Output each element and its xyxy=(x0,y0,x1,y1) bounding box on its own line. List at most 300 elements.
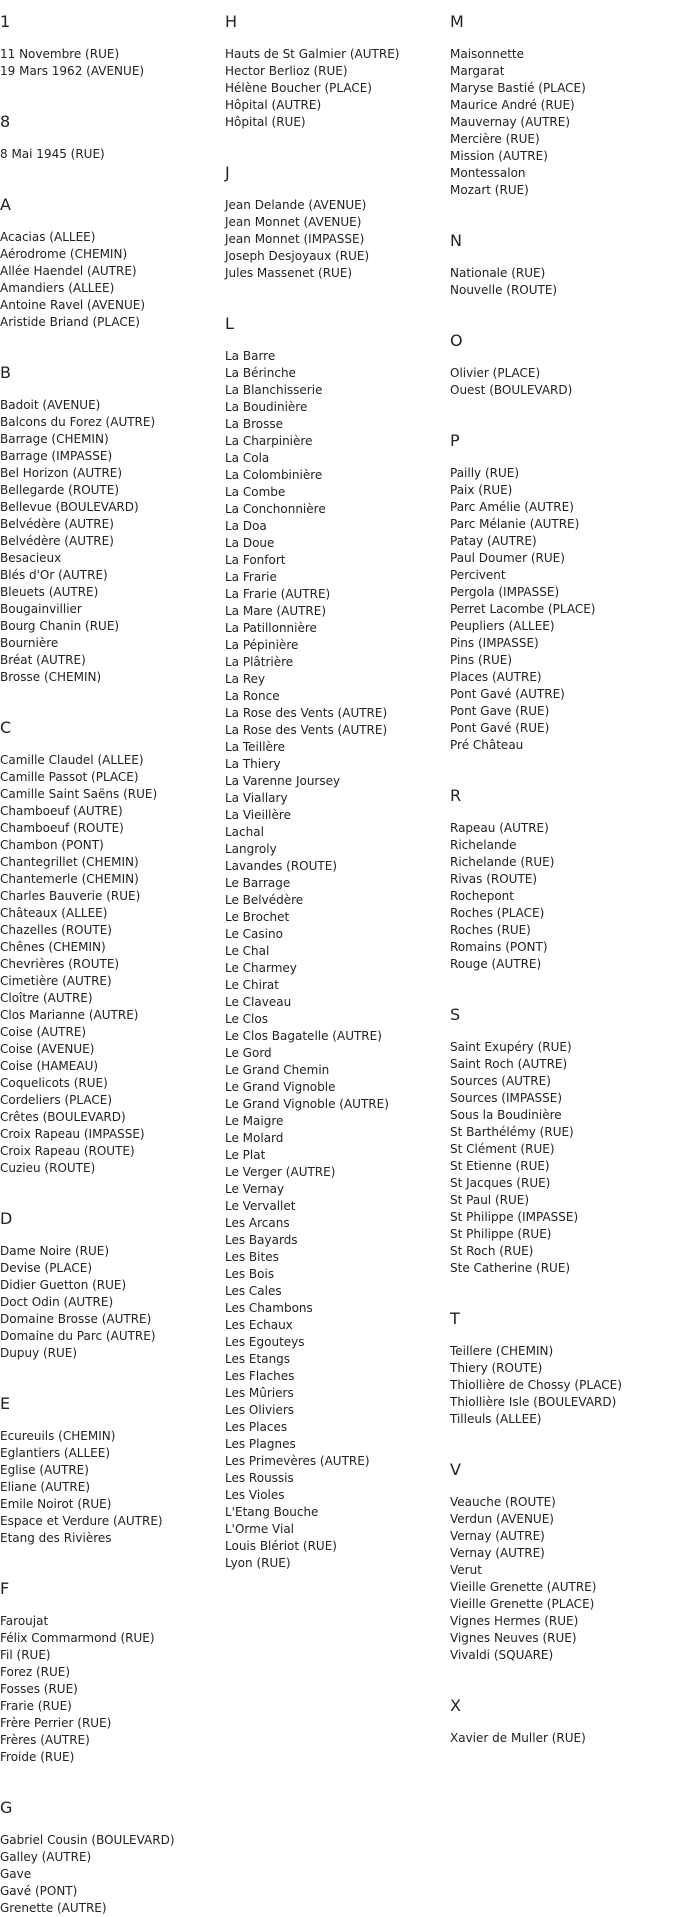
street-item: Balcons du Forez (AUTRE) xyxy=(0,415,156,429)
street-item: Camille Passot (PLACE) xyxy=(0,770,139,784)
section-spacer xyxy=(0,163,220,185)
street-item: Le Belvédère xyxy=(225,893,304,907)
street-item: Vieille Grenette (AUTRE) xyxy=(450,1580,597,1594)
street-item: St Clément (RUE) xyxy=(450,1142,555,1156)
section-spacer xyxy=(450,1277,670,1299)
street-item: Maisonnette xyxy=(450,47,525,61)
street-item: Les Plagnes xyxy=(225,1437,296,1451)
section-spacer xyxy=(0,331,220,353)
street-item: Clos Marianne (AUTRE) xyxy=(0,1008,139,1022)
section-letter-heading: 8 xyxy=(0,112,11,131)
street-item: Le Clos Bagatelle (AUTRE) xyxy=(225,1029,382,1043)
street-item: Gave xyxy=(0,1867,32,1881)
street-item: Les Etangs xyxy=(225,1352,291,1366)
street-item: Pont Gave (RUE) xyxy=(450,704,550,718)
street-item: Pins (IMPASSE) xyxy=(450,636,539,650)
street-item: Rapeau (AUTRE) xyxy=(450,821,549,835)
street-item: Le Grand Vignoble xyxy=(225,1080,336,1094)
street-item: Cloître (AUTRE) xyxy=(0,991,93,1005)
street-item: Chambon (PONT) xyxy=(0,838,104,852)
street-item: Chazelles (ROUTE) xyxy=(0,923,112,937)
street-item: Cimetière (AUTRE) xyxy=(0,974,112,988)
street-item: Devise (PLACE) xyxy=(0,1261,93,1275)
section-letter-heading: C xyxy=(0,718,12,737)
street-item: Xavier de Muller (RUE) xyxy=(450,1731,586,1745)
street-item: 11 Novembre (RUE) xyxy=(0,47,120,61)
section-letter-heading: G xyxy=(0,1798,13,1817)
street-item: Le Maigre xyxy=(225,1114,284,1128)
street-item: Dupuy (RUE) xyxy=(0,1346,78,1360)
street-column-3 xyxy=(450,0,670,1747)
street-list xyxy=(0,146,220,163)
street-item: La Frarie (AUTRE) xyxy=(225,587,331,601)
street-item: Acacias (ALLEE) xyxy=(0,230,96,244)
street-item: Hélène Boucher (PLACE) xyxy=(225,81,372,95)
section-letter-heading: T xyxy=(450,1309,460,1328)
street-item: Bournière xyxy=(0,636,59,650)
street-item: Langroly xyxy=(225,842,277,856)
street-item: Brosse (CHEMIN) xyxy=(0,670,102,684)
street-item: St Paul (RUE) xyxy=(450,1193,530,1207)
street-list xyxy=(0,1243,220,1362)
street-item: Vernay (AUTRE) xyxy=(450,1546,545,1560)
street-item: Les Arcans xyxy=(225,1216,290,1230)
street-item: Chamboeuf (ROUTE) xyxy=(0,821,124,835)
street-item: La Charpinière xyxy=(225,434,313,448)
letter-section xyxy=(0,1394,220,1569)
street-item: Les Flaches xyxy=(225,1369,295,1383)
street-item: Vivaldi (SQUARE) xyxy=(450,1648,554,1662)
section-letter-heading: R xyxy=(450,786,462,805)
street-item: Romains (PONT) xyxy=(450,940,548,954)
street-list xyxy=(0,752,220,1177)
street-item: Le Chirat xyxy=(225,978,279,992)
street-list xyxy=(450,1343,670,1428)
street-item: La Boudinière xyxy=(225,400,308,414)
section-letter-heading: L xyxy=(225,314,234,333)
street-item: Eglantiers (ALLEE) xyxy=(0,1446,111,1460)
street-item: Le Brochet xyxy=(225,910,290,924)
letter-section xyxy=(225,314,445,1572)
street-item: Grenette (AUTRE) xyxy=(0,1901,107,1915)
street-item: Les Violes xyxy=(225,1488,285,1502)
street-item: Vignes Neuves (RUE) xyxy=(450,1631,577,1645)
street-item: Domaine du Parc (AUTRE) xyxy=(0,1329,156,1343)
section-letter-heading: X xyxy=(450,1696,461,1715)
street-item: La Pépinière xyxy=(225,638,299,652)
section-spacer xyxy=(450,1428,670,1450)
street-item: Bougainvillier xyxy=(0,602,82,616)
street-list xyxy=(450,365,670,399)
street-list xyxy=(0,1613,220,1766)
section-letter-heading: B xyxy=(0,363,11,382)
street-item: Chantemerle (CHEMIN) xyxy=(0,872,139,886)
street-item: Les Roussis xyxy=(225,1471,294,1485)
letter-section xyxy=(450,786,670,995)
street-item: Jean Monnet (AVENUE) xyxy=(225,215,362,229)
street-item: La Thiery xyxy=(225,757,281,771)
street-item: Les Chambons xyxy=(225,1301,313,1315)
street-item: Paul Doumer (RUE) xyxy=(450,551,565,565)
street-item: Rochepont xyxy=(450,889,514,903)
street-item: Chevrières (ROUTE) xyxy=(0,957,120,971)
street-list xyxy=(450,46,670,199)
street-list xyxy=(450,465,670,754)
street-item: St Philippe (RUE) xyxy=(450,1227,552,1241)
street-item: St Barthélémy (RUE) xyxy=(450,1125,574,1139)
street-item: Richelande (RUE) xyxy=(450,855,555,869)
street-list xyxy=(0,1832,220,1917)
street-item: St Jacques (RUE) xyxy=(450,1176,551,1190)
letter-section xyxy=(450,1696,670,1747)
street-item: La Doa xyxy=(225,519,267,533)
street-list xyxy=(450,1039,670,1277)
section-letter-heading: V xyxy=(450,1460,461,1479)
street-list xyxy=(450,820,670,973)
street-item: Belvédère (AUTRE) xyxy=(0,534,114,548)
street-list xyxy=(0,46,220,80)
street-item: Cordeliers (PLACE) xyxy=(0,1093,113,1107)
street-item: Barrage (IMPASSE) xyxy=(0,449,113,463)
street-item: Croix Rapeau (IMPASSE) xyxy=(0,1127,145,1141)
street-item: Ste Catherine (RUE) xyxy=(450,1261,571,1275)
street-item: Coquelicots (RUE) xyxy=(0,1076,108,1090)
section-spacer xyxy=(450,399,670,421)
letter-section xyxy=(450,1460,670,1686)
section-spacer xyxy=(0,1177,220,1199)
street-item: La Teillère xyxy=(225,740,285,754)
street-item: Chamboeuf (AUTRE) xyxy=(0,804,123,818)
street-item: Sources (AUTRE) xyxy=(450,1074,551,1088)
street-item: La Fonfort xyxy=(225,553,286,567)
street-item: Galley (AUTRE) xyxy=(0,1850,92,1864)
street-item: La Rey xyxy=(225,672,266,686)
street-item: Saint Exupéry (RUE) xyxy=(450,1040,572,1054)
street-item: Veauche (ROUTE) xyxy=(450,1495,556,1509)
street-item: La Mare (AUTRE) xyxy=(225,604,327,618)
street-item: Parc Amélie (AUTRE) xyxy=(450,500,574,514)
street-item: Saint Roch (AUTRE) xyxy=(450,1057,568,1071)
street-item: Coise (AVENUE) xyxy=(0,1042,95,1056)
street-item: Mercière (RUE) xyxy=(450,132,540,146)
street-item: Parc Mélanie (AUTRE) xyxy=(450,517,580,531)
street-item: Antoine Ravel (AVENUE) xyxy=(0,298,145,312)
street-item: Hector Berlioz (RUE) xyxy=(225,64,348,78)
street-item: Le Barrage xyxy=(225,876,291,890)
street-item: Percivent xyxy=(450,568,506,582)
street-item: Lavandes (ROUTE) xyxy=(225,859,338,873)
street-item: Cuzieu (ROUTE) xyxy=(0,1161,96,1175)
street-item: Charles Bauverie (RUE) xyxy=(0,889,141,903)
section-letter-heading: N xyxy=(450,231,462,250)
street-item: Roches (PLACE) xyxy=(450,906,545,920)
section-letter-heading: M xyxy=(450,12,464,31)
street-item: La Doue xyxy=(225,536,275,550)
street-item: Les Cales xyxy=(225,1284,282,1298)
street-item: Teillere (CHEMIN) xyxy=(450,1344,554,1358)
section-letter-heading: S xyxy=(450,1005,461,1024)
street-item: Pont Gavé (AUTRE) xyxy=(450,687,565,701)
letter-section xyxy=(0,363,220,708)
street-item: Les Echaux xyxy=(225,1318,293,1332)
street-item: Bleuets (AUTRE) xyxy=(0,585,99,599)
street-item: La Brosse xyxy=(225,417,283,431)
street-item: Le Casino xyxy=(225,927,283,941)
street-item: Amandiers (ALLEE) xyxy=(0,281,115,295)
street-item: Le Vervallet xyxy=(225,1199,296,1213)
street-item: Mozart (RUE) xyxy=(450,183,529,197)
street-item: Thiollière de Chossy (PLACE) xyxy=(450,1378,622,1392)
street-list xyxy=(450,265,670,299)
street-item: Pergola (IMPASSE) xyxy=(450,585,560,599)
street-item: Hôpital (RUE) xyxy=(225,115,306,129)
section-spacer xyxy=(225,282,445,304)
section-letter-heading: P xyxy=(450,431,460,450)
street-item: Jean Monnet (IMPASSE) xyxy=(225,232,365,246)
street-item: Les Primevères (AUTRE) xyxy=(225,1454,370,1468)
street-item: Le Plat xyxy=(225,1148,266,1162)
section-letter-heading: A xyxy=(0,195,11,214)
street-item: Margarat xyxy=(450,64,505,78)
street-item: Les Oliviers xyxy=(225,1403,295,1417)
street-item: Louis Blériot (RUE) xyxy=(225,1539,337,1553)
street-item: Bellevue (BOULEVARD) xyxy=(0,500,139,514)
street-item: Aérodrome (CHEMIN) xyxy=(0,247,128,261)
street-item: Le Verger (AUTRE) xyxy=(225,1165,336,1179)
street-item: Jean Delande (AVENUE) xyxy=(225,198,367,212)
street-item: Mission (AUTRE) xyxy=(450,149,548,163)
street-item: Jules Massenet (RUE) xyxy=(225,266,353,280)
street-column-2 xyxy=(225,0,445,1572)
street-item: La Rose des Vents (AUTRE) xyxy=(225,723,388,737)
street-item: Frère Perrier (RUE) xyxy=(0,1716,112,1730)
street-item: Olivier (PLACE) xyxy=(450,366,541,380)
letter-section xyxy=(450,1005,670,1299)
street-item: Doct Odin (AUTRE) xyxy=(0,1295,114,1309)
street-item: Patay (AUTRE) xyxy=(450,534,537,548)
street-item: Eliane (AUTRE) xyxy=(0,1480,91,1494)
street-item: La Barre xyxy=(225,349,276,363)
letter-section xyxy=(0,1579,220,1788)
street-item: Les Bites xyxy=(225,1250,279,1264)
street-item: La Colombinière xyxy=(225,468,323,482)
street-item: Sources (IMPASSE) xyxy=(450,1091,563,1105)
street-item: Bourg Chanin (RUE) xyxy=(0,619,120,633)
street-item: Espace et Verdure (AUTRE) xyxy=(0,1514,163,1528)
street-item: Domaine Brosse (AUTRE) xyxy=(0,1312,152,1326)
street-item: Châteaux (ALLEE) xyxy=(0,906,108,920)
street-item: Le Chal xyxy=(225,944,270,958)
section-letter-heading: F xyxy=(0,1579,10,1598)
street-list xyxy=(225,46,445,131)
street-item: La Patillonnière xyxy=(225,621,317,635)
letter-section xyxy=(0,718,220,1199)
section-spacer xyxy=(225,131,445,153)
street-item: Bréat (AUTRE) xyxy=(0,653,86,667)
street-item: Thiery (ROUTE) xyxy=(450,1361,543,1375)
street-item: Croix Rapeau (ROUTE) xyxy=(0,1144,135,1158)
street-item: Peupliers (ALLEE) xyxy=(450,619,555,633)
street-item: Rivas (ROUTE) xyxy=(450,872,538,886)
street-item: Camille Claudel (ALLEE) xyxy=(0,753,144,767)
section-spacer xyxy=(0,80,220,102)
street-item: Le Grand Chemin xyxy=(225,1063,330,1077)
street-item: Roches (RUE) xyxy=(450,923,531,937)
street-item: Forez (RUE) xyxy=(0,1665,71,1679)
street-item: Allée Haendel (AUTRE) xyxy=(0,264,137,278)
street-item: St Philippe (IMPASSE) xyxy=(450,1210,579,1224)
street-item: Lyon (RUE) xyxy=(225,1556,291,1570)
street-item: Lachal xyxy=(225,825,264,839)
street-item: Le Molard xyxy=(225,1131,284,1145)
street-item: L'Etang Bouche xyxy=(225,1505,319,1519)
letter-section xyxy=(0,195,220,353)
section-letter-heading: D xyxy=(0,1209,13,1228)
street-item: Eglise (AUTRE) xyxy=(0,1463,89,1477)
street-list xyxy=(450,1730,670,1747)
section-letter-heading: O xyxy=(450,331,463,350)
street-item: St Etienne (RUE) xyxy=(450,1159,550,1173)
street-item: Gavé (PONT) xyxy=(0,1884,78,1898)
street-item: St Roch (RUE) xyxy=(450,1244,534,1258)
street-item: Etang des Rivières xyxy=(0,1531,112,1545)
street-item: Aristide Briand (PLACE) xyxy=(0,315,140,329)
street-item: Pins (RUE) xyxy=(450,653,513,667)
street-item: Belvédère (AUTRE) xyxy=(0,517,114,531)
street-item: Perret Lacombe (PLACE) xyxy=(450,602,596,616)
street-item: Didier Guetton (RUE) xyxy=(0,1278,127,1292)
street-item: Vignes Hermes (RUE) xyxy=(450,1614,579,1628)
street-item: La Combe xyxy=(225,485,286,499)
street-item: Les Mûriers xyxy=(225,1386,294,1400)
street-item: Barrage (CHEMIN) xyxy=(0,432,109,446)
street-list xyxy=(0,397,220,686)
street-item: Camille Saint Saëns (RUE) xyxy=(0,787,158,801)
street-item: Les Bayards xyxy=(225,1233,298,1247)
section-spacer xyxy=(0,1547,220,1569)
street-item: 19 Mars 1962 (AVENUE) xyxy=(0,64,145,78)
street-item: Montessalon xyxy=(450,166,526,180)
street-item: Tilleuls (ALLEE) xyxy=(450,1412,542,1426)
street-item: Bellegarde (ROUTE) xyxy=(0,483,120,497)
street-item: Verdun (AVENUE) xyxy=(450,1512,554,1526)
street-item: La Frarie xyxy=(225,570,277,584)
street-item: Maurice André (RUE) xyxy=(450,98,575,112)
street-item: La Viallary xyxy=(225,791,288,805)
street-item: Besacieux xyxy=(0,551,62,565)
street-item: Fil (RUE) xyxy=(0,1648,51,1662)
section-spacer xyxy=(0,686,220,708)
street-item: Le Gord xyxy=(225,1046,272,1060)
letter-section xyxy=(450,431,670,776)
street-item: Chênes (CHEMIN) xyxy=(0,940,106,954)
street-item: Pailly (RUE) xyxy=(450,466,520,480)
section-spacer xyxy=(450,199,670,221)
street-item: Félix Commarmond (RUE) xyxy=(0,1631,155,1645)
street-item: Bel Horizon (AUTRE) xyxy=(0,466,123,480)
street-list xyxy=(0,229,220,331)
section-spacer xyxy=(450,754,670,776)
street-item: Coise (AUTRE) xyxy=(0,1025,87,1039)
street-item: Froide (RUE) xyxy=(0,1750,75,1764)
street-list xyxy=(0,1428,220,1547)
street-item: Paix (RUE) xyxy=(450,483,513,497)
street-item: Crêtes (BOULEVARD) xyxy=(0,1110,126,1124)
street-list xyxy=(225,197,445,282)
section-spacer xyxy=(0,1362,220,1384)
street-item: Nouvelle (ROUTE) xyxy=(450,283,558,297)
street-item: Nationale (RUE) xyxy=(450,266,546,280)
street-item: Vieille Grenette (PLACE) xyxy=(450,1597,595,1611)
street-list xyxy=(450,1494,670,1664)
letter-section xyxy=(450,231,670,321)
letter-section xyxy=(0,1798,220,1917)
street-item: Faroujat xyxy=(0,1614,49,1628)
section-spacer xyxy=(450,1664,670,1686)
street-item: Le Grand Vignoble (AUTRE) xyxy=(225,1097,389,1111)
street-item: Thiollière Isle (BOULEVARD) xyxy=(450,1395,617,1409)
street-item: La Vieillère xyxy=(225,808,291,822)
street-item: Coise (HAMEAU) xyxy=(0,1059,99,1073)
street-column-1 xyxy=(0,0,220,1917)
street-item: Maryse Bastié (PLACE) xyxy=(450,81,586,95)
section-spacer xyxy=(450,973,670,995)
letter-section xyxy=(225,12,445,153)
street-item: Les Places xyxy=(225,1420,288,1434)
letter-section xyxy=(0,1209,220,1384)
street-item: Fosses (RUE) xyxy=(0,1682,78,1696)
section-spacer xyxy=(0,1766,220,1788)
street-item: La Plâtrière xyxy=(225,655,294,669)
letter-section xyxy=(450,331,670,421)
letter-section xyxy=(225,163,445,304)
street-item: Vernay (AUTRE) xyxy=(450,1529,545,1543)
street-item: L'Orme Vial xyxy=(225,1522,295,1536)
letter-section xyxy=(450,1309,670,1450)
street-item: Sous la Boudinière xyxy=(450,1108,562,1122)
letter-section xyxy=(0,112,220,185)
street-item: Hauts de St Galmier (AUTRE) xyxy=(225,47,400,61)
street-item: Gabriel Cousin (BOULEVARD) xyxy=(0,1833,175,1847)
street-item: Ecureuils (CHEMIN) xyxy=(0,1429,116,1443)
street-item: 8 Mai 1945 (RUE) xyxy=(0,147,105,161)
letter-section xyxy=(0,12,220,102)
street-item: Verut xyxy=(450,1563,482,1577)
street-item: Ouest (BOULEVARD) xyxy=(450,383,573,397)
letter-section xyxy=(450,12,670,221)
street-item: La Ronce xyxy=(225,689,280,703)
section-letter-heading: 1 xyxy=(0,12,11,31)
street-item: Chantegrillet (CHEMIN) xyxy=(0,855,139,869)
street-item: La Varenne Joursey xyxy=(225,774,341,788)
street-item: Emile Noirot (RUE) xyxy=(0,1497,112,1511)
section-letter-heading: J xyxy=(225,163,230,182)
street-item: Les Egouteys xyxy=(225,1335,305,1349)
street-item: Hôpital (AUTRE) xyxy=(225,98,322,112)
street-item: Frères (AUTRE) xyxy=(0,1733,90,1747)
street-item: Dame Noire (RUE) xyxy=(0,1244,110,1258)
street-item: Blés d'Or (AUTRE) xyxy=(0,568,108,582)
street-item: La Blanchisserie xyxy=(225,383,323,397)
street-item: La Rose des Vents (AUTRE) xyxy=(225,706,388,720)
street-item: Le Claveau xyxy=(225,995,292,1009)
street-list xyxy=(225,348,445,1572)
street-item: La Bérinche xyxy=(225,366,296,380)
street-item: La Cola xyxy=(225,451,270,465)
street-item: Pré Château xyxy=(450,738,524,752)
street-item: Places (AUTRE) xyxy=(450,670,542,684)
street-item: Badoit (AVENUE) xyxy=(0,398,101,412)
